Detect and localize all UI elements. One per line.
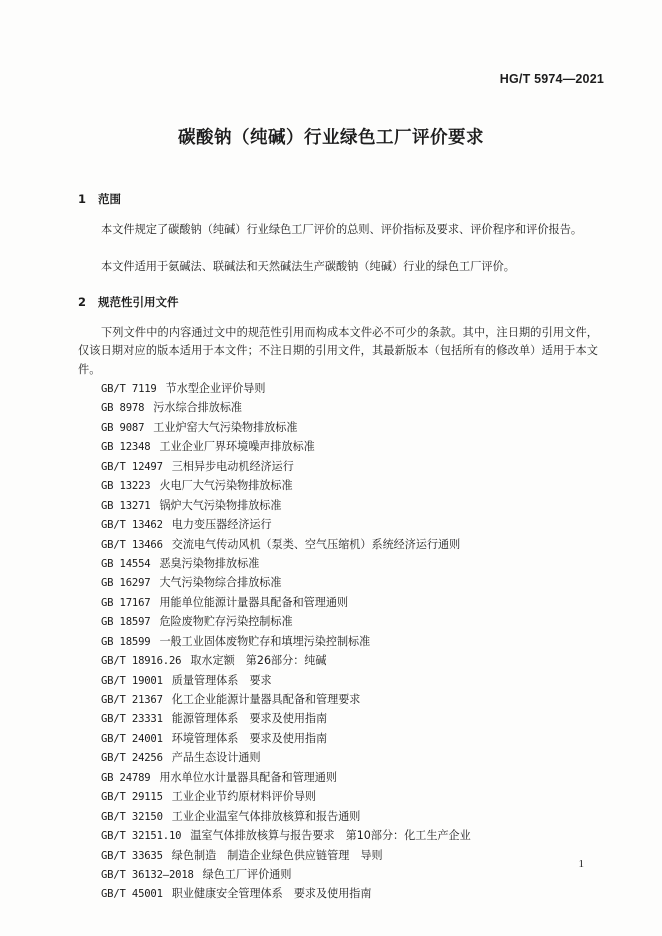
reference-title: 三相异步电动机经济运行: [171, 459, 294, 473]
reference-code: GB/T 13462: [101, 519, 163, 532]
reference-item: [101, 457, 471, 476]
reference-code: GB 16297: [101, 577, 151, 590]
reference-code: GB/T 32151.10: [101, 830, 182, 843]
reference-title: 交流电气传动风机（泵类、空气压缩机）系统经济运行通则: [171, 537, 461, 551]
section-number: 1: [78, 192, 87, 206]
reference-code: GB 12348: [101, 441, 151, 454]
reference-title: 恶臭污染物排放标准: [159, 556, 260, 570]
reference-item: [101, 535, 471, 554]
reference-code: GB 18599: [101, 635, 151, 648]
reference-list: [101, 379, 471, 904]
reference-title: 污水综合排放标准: [153, 401, 243, 415]
document-title: 碳酸钠（纯碱）行业绿色工厂评价要求: [178, 128, 484, 148]
reference-title: 工业炉窑大气污染物排放标准: [153, 420, 298, 434]
reference-title: 职业健康安全管理体系 要求及使用指南: [171, 887, 372, 901]
reference-title: 用水单位水计量器具配备和管理通则: [159, 770, 337, 784]
reference-code: GB/T 23331: [101, 713, 163, 726]
reference-code: GB/T 18916.26: [101, 655, 182, 668]
reference-item: [101, 418, 471, 437]
section-number: 2: [78, 295, 87, 309]
reference-item: [101, 612, 471, 631]
reference-item: [101, 651, 471, 670]
reference-title: 用能单位能源计量器具配备和管理通则: [159, 595, 349, 609]
reference-code: GB/T 33635: [101, 849, 163, 862]
reference-title: 大气污染物综合排放标准: [159, 576, 282, 590]
reference-title: 能源管理体系 要求及使用指南: [171, 712, 328, 726]
reference-code: GB/T 24256: [101, 752, 163, 765]
reference-item: [101, 593, 471, 612]
section-title: 规范性引用文件: [98, 295, 179, 309]
reference-item: [101, 573, 471, 592]
reference-code: GB/T 45001: [101, 888, 163, 901]
reference-code: GB 9087: [101, 421, 145, 434]
reference-code: GB/T 36132—2018: [101, 868, 194, 881]
reference-code: GB 8978: [101, 402, 145, 415]
reference-item: [101, 554, 471, 573]
reference-item: [101, 690, 471, 709]
reference-title: 一般工业固体废物贮存和填埋污染控制标准: [159, 634, 371, 648]
reference-item: [101, 884, 471, 903]
reference-title: 火电厂大气污染物排放标准: [159, 479, 293, 493]
reference-code: GB 13223: [101, 480, 151, 493]
reference-title: 产品生态设计通则: [171, 751, 261, 765]
reference-code: GB/T 13466: [101, 538, 163, 551]
reference-code: GB 24789: [101, 771, 151, 784]
reference-item: [101, 632, 471, 651]
reference-item: [101, 709, 471, 728]
reference-item: [101, 496, 471, 515]
reference-item: [101, 768, 471, 787]
reference-code: GB/T 12497: [101, 460, 163, 473]
reference-code: GB/T 19001: [101, 674, 163, 687]
reference-title: 环境管理体系 要求及使用指南: [171, 731, 328, 745]
reference-title: 工业企业厂界环境噪声排放标准: [159, 440, 315, 454]
reference-item: [101, 865, 471, 884]
reference-code: GB 18597: [101, 616, 151, 629]
reference-title: 锅炉大气污染物排放标准: [159, 498, 282, 512]
reference-title: 化工企业能源计量器具配备和管理要求: [171, 693, 361, 706]
section-title: 范围: [98, 192, 121, 206]
reference-item: [101, 476, 471, 495]
reference-code: GB/T 7119: [101, 383, 157, 395]
reference-code: GB 14554: [101, 557, 151, 570]
section-heading-normative-references: [78, 294, 179, 310]
reference-item: [101, 846, 471, 865]
standard-code: HG/T 5974—2021: [499, 72, 604, 86]
reference-title: 危险废物贮存污染控制标准: [159, 615, 293, 629]
reference-title: 绿色制造 制造企业绿色供应链管理 导则: [171, 848, 383, 862]
reference-item: [101, 826, 471, 845]
reference-item: [101, 398, 471, 417]
reference-item: [101, 787, 471, 806]
reference-code: GB/T 32150: [101, 810, 163, 823]
reference-item: [101, 748, 471, 767]
page-number: 1: [578, 858, 584, 870]
reference-item: [101, 807, 471, 826]
reference-item: [101, 437, 471, 456]
reference-code: GB/T 21367: [101, 694, 163, 706]
reference-code: GB/T 29115: [101, 791, 163, 804]
reference-title: 节水型企业评价导则: [165, 382, 266, 395]
reference-item: [101, 671, 471, 690]
references-intro-paragraph: 下列文件中的内容通过文中的规范性引用而构成本文件必不可少的条款。其中，注日期的引用文件，仅该日期对应的版本适用于本文件；不注日期的引用文件，其最新版本（包括所有的修改单）适用于本文件。: [78, 326, 598, 376]
reference-item: [101, 515, 471, 534]
reference-code: GB 17167: [101, 596, 151, 609]
reference-title: 电力变压器经济运行: [171, 518, 272, 532]
reference-code: GB 13271: [101, 499, 151, 512]
reference-item: [101, 379, 471, 398]
reference-title: 工业企业温室气体排放核算和报告通则: [171, 809, 361, 823]
reference-title: 质量管理体系 要求: [171, 673, 272, 687]
reference-title: 绿色工厂评价通则: [202, 867, 292, 881]
reference-title: 取水定额 第26部分：纯碱: [190, 654, 327, 668]
scope-paragraph: 本文件规定了碳酸钠（纯碱）行业绿色工厂评价的总则、评价指标及要求、评价程序和评价报告。: [101, 223, 583, 236]
reference-code: GB/T 24001: [101, 732, 163, 745]
reference-title: 工业企业节约原材料评价导则: [171, 790, 317, 804]
section-heading-scope: [78, 191, 121, 207]
scope-paragraph: 本文件适用于氨碱法、联碱法和天然碱法生产碳酸钠（纯碱）行业的绿色工厂评价。: [101, 260, 515, 273]
reference-title: 温室气体排放核算与报告要求 第10部分：化工生产企业: [190, 829, 471, 843]
reference-item: [101, 729, 471, 748]
